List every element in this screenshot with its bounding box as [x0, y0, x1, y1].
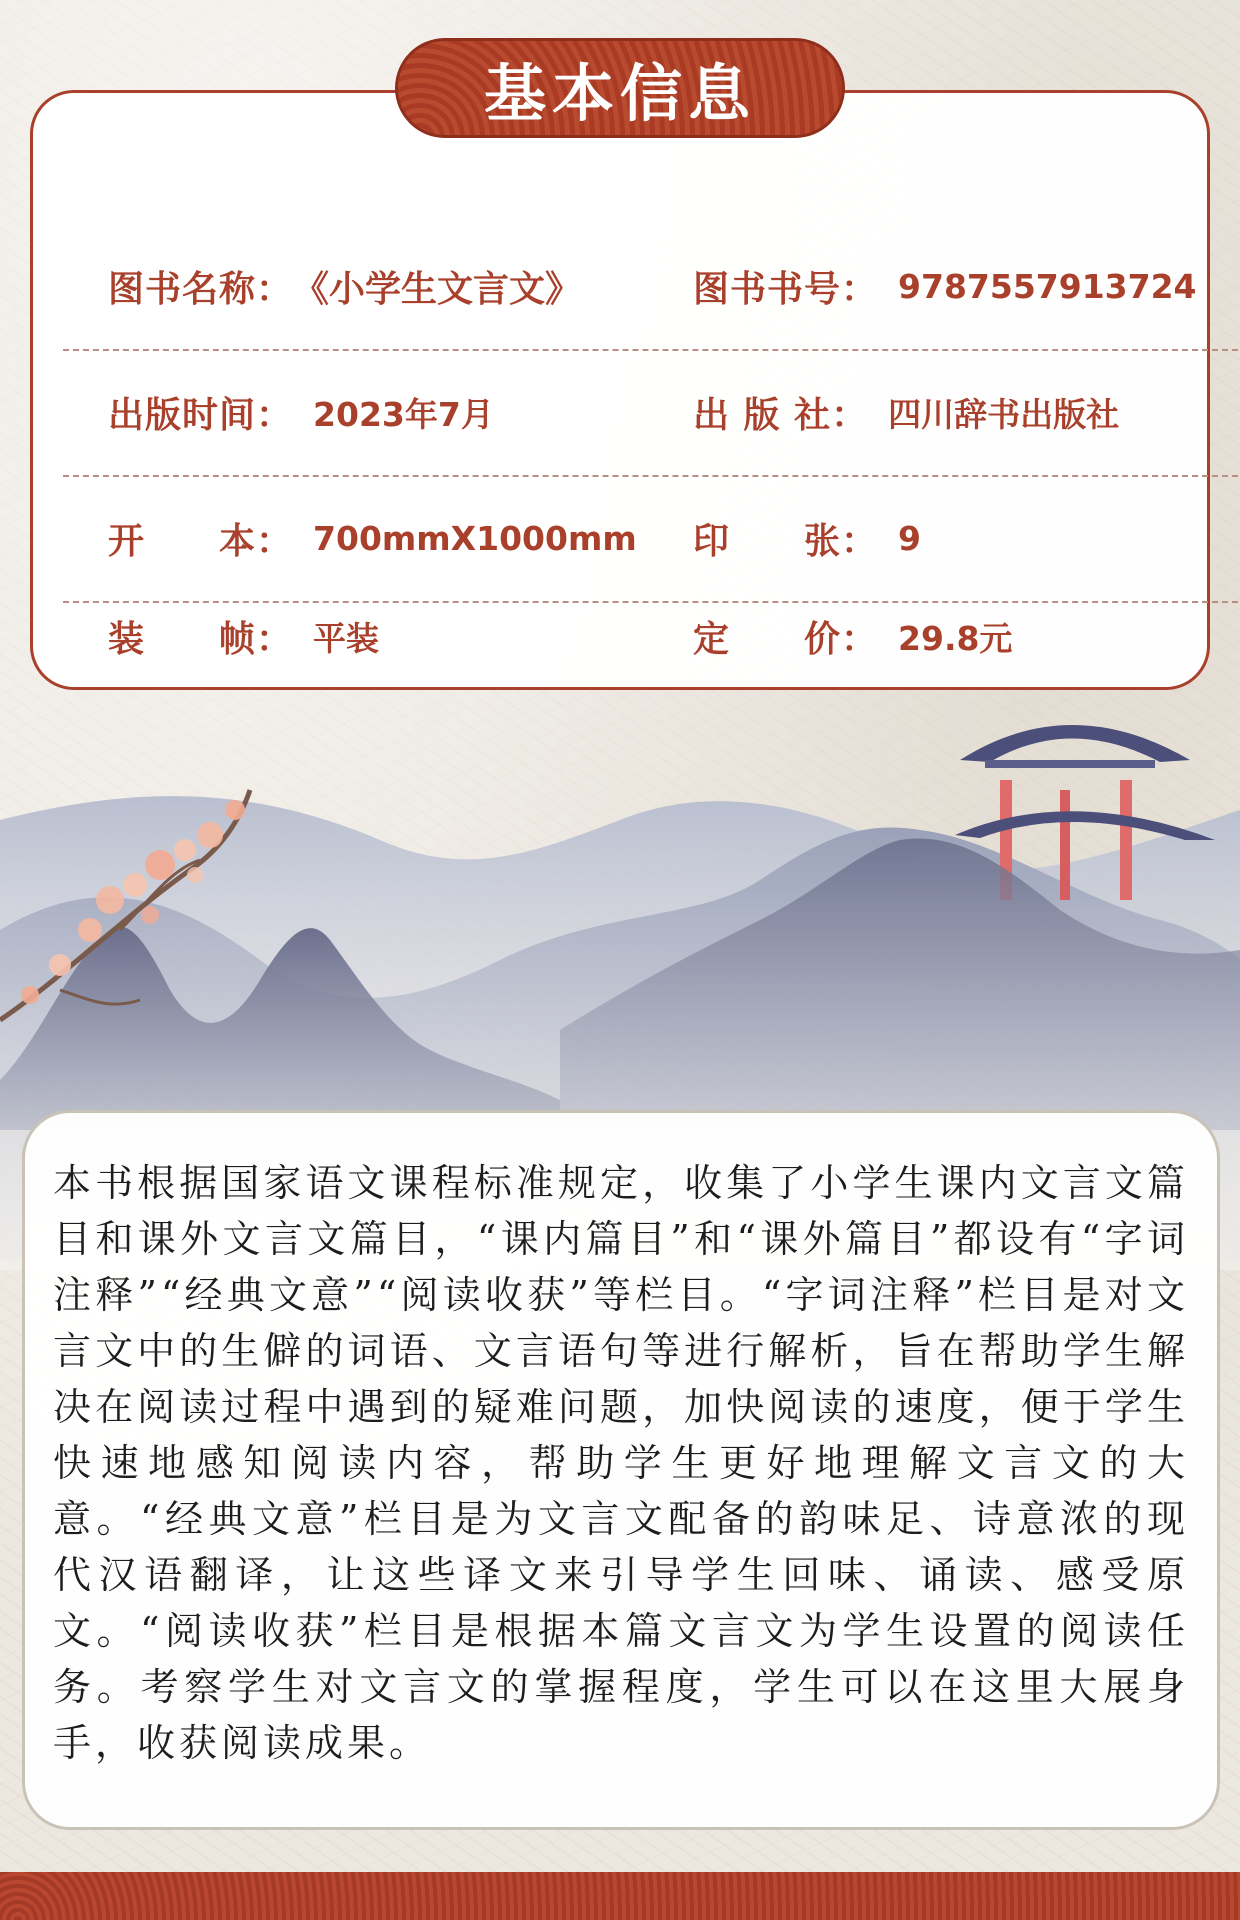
- info-row: [63, 601, 1238, 727]
- field-label: 定 价：: [693, 618, 879, 660]
- field-value: 700mmX1000mm: [313, 518, 637, 558]
- info-row: [63, 223, 1238, 351]
- description-text: 本书根据国家语文课程标准规定，收集了小学生课内文言文篇目和课外文言文篇目，“课内篇目”和“课外篇目”都设有“字词注释”“经典文意”“阅读收获”等栏目。“字词注释”栏目是对文言文中的生僻的词语、文言语句等进行解析，旨在帮助学生解决在阅读过程中遇到的疑难问题，加快阅读的速度，便于学生快速地感知阅读内容，帮助学生更好地理解文言文的大意。“经典文意”栏目是为文言文配备的韵味足、诗意浓的现代汉语翻译，让这些译文来引导学生回味、诵读、感受原文。“阅读收获”栏目是根据本篇文言文为学生设置的阅读任务。考察学生对文言文的掌握程度，学生可以在这里大展身手，收获阅读成果。: [53, 1161, 1189, 1765]
- field-value: 9787557913724: [898, 266, 1197, 306]
- field-value: 四川辞书出版社: [888, 394, 1120, 434]
- basic-info-card: [30, 90, 1210, 690]
- description-card: [22, 1110, 1220, 1830]
- field-value: 9: [898, 518, 921, 558]
- field-value: 29.8元: [898, 618, 1013, 658]
- info-field: [693, 349, 1119, 475]
- info-field: [693, 601, 1012, 671]
- field-value: 平装: [313, 618, 380, 658]
- field-value: 《小学生文言文》: [293, 268, 582, 310]
- info-field: [108, 223, 581, 349]
- bottom-pattern-band: [0, 1872, 1240, 1920]
- field-label: 出 版 社：: [693, 394, 869, 436]
- info-field: [693, 223, 1197, 349]
- field-label: 印 张：: [693, 520, 879, 562]
- field-value: 2023年7月: [313, 394, 494, 434]
- field-label: 出版时间：: [108, 394, 294, 436]
- info-field: [108, 475, 637, 601]
- field-label: 装 帧：: [108, 618, 294, 660]
- info-field: [108, 349, 494, 475]
- section-title-badge: 基本信息: [395, 38, 845, 138]
- info-row: [63, 349, 1238, 477]
- info-row: [63, 475, 1238, 603]
- field-label: 开 本：: [108, 520, 294, 562]
- field-label: 图书书号：: [693, 268, 879, 310]
- info-field: [108, 601, 379, 671]
- field-label: 图书名称：: [108, 268, 294, 310]
- info-field: [693, 475, 921, 601]
